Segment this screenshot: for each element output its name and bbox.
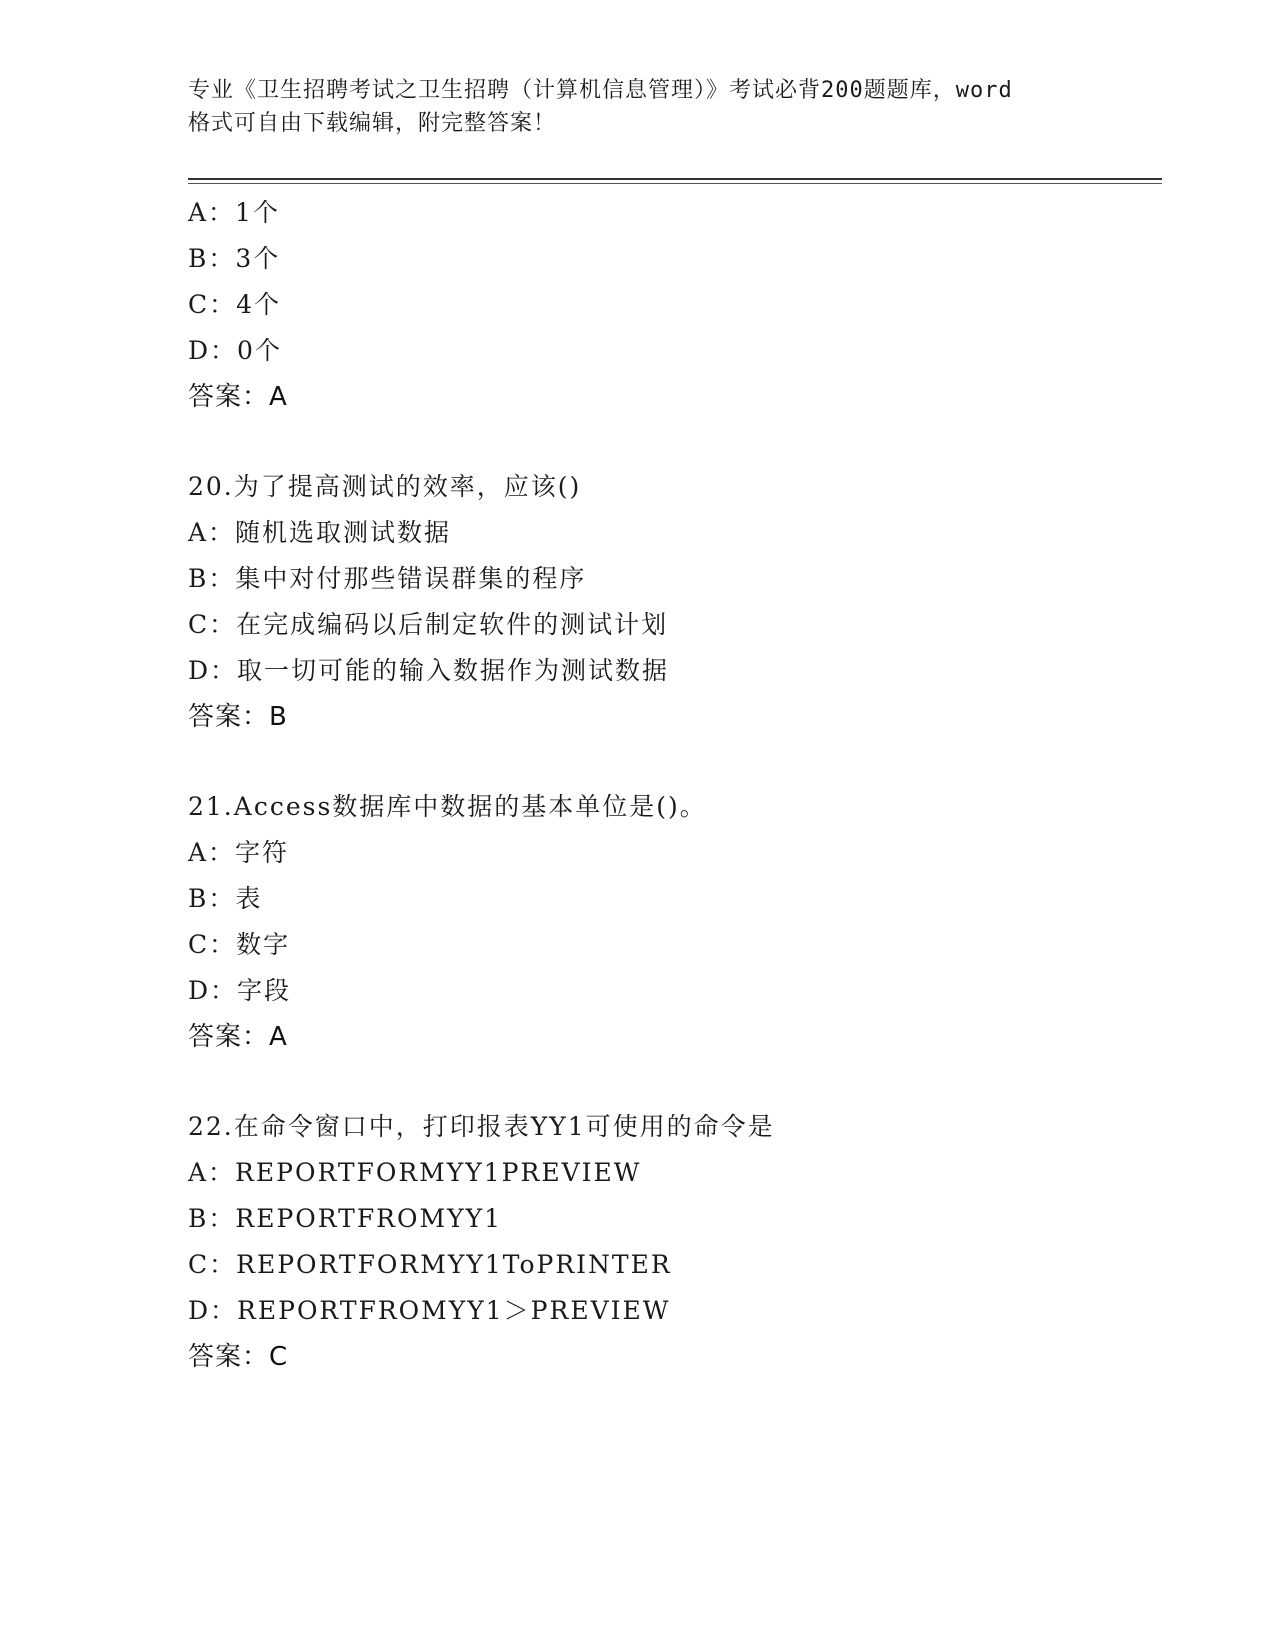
option-b: B：集中对付那些错误群集的程序 [188, 564, 587, 593]
question-22 [188, 1104, 1148, 1380]
question-20 [188, 464, 1148, 740]
option-b: B：REPORTFROMYY1 [188, 1204, 502, 1233]
document-header [188, 74, 1088, 140]
question-stem: 21.Access数据库中数据的基本单位是()。 [188, 792, 707, 821]
question-stem: 20.为了提高测试的效率，应该() [188, 472, 582, 501]
option-a: A：REPORTFORMYY1PREVIEW [188, 1158, 642, 1187]
answer-line: 答案：B [188, 702, 288, 732]
question-21 [188, 784, 1148, 1060]
answer-line: 答案：C [188, 1342, 289, 1372]
option-d: D：取一切可能的输入数据作为测试数据 [188, 656, 670, 685]
option-c: C：数字 [188, 930, 291, 959]
answer-line: 答案：A [188, 382, 288, 412]
option-a: A：1个 [188, 198, 280, 227]
option-c: C：4个 [188, 290, 282, 319]
option-c: C：REPORTFORMYY1ToPRINTER [188, 1250, 672, 1279]
spacer [188, 1060, 1148, 1104]
option-d: D：字段 [188, 976, 292, 1005]
spacer [188, 740, 1148, 784]
option-a: A：随机选取测试数据 [188, 518, 452, 547]
question-stem: 22.在命令窗口中，打印报表YY1可使用的命令是 [188, 1112, 775, 1141]
answer-line: 答案：A [188, 1022, 288, 1052]
option-c: C：在完成编码以后制定软件的测试计划 [188, 610, 669, 639]
option-d: D：REPORTFROMYY1＞PREVIEW [188, 1296, 671, 1325]
option-a: A：字符 [188, 838, 290, 867]
option-d: D：0个 [188, 336, 282, 365]
question-19-partial [188, 190, 1148, 420]
header-line-2: 格式可自由下载编辑，附完整答案！ [188, 111, 557, 136]
header-line-1: 专业《卫生招聘考试之卫生招聘（计算机信息管理）》考试必背200题题库，word [188, 78, 1013, 103]
spacer [188, 420, 1148, 464]
header-divider-thin [188, 183, 1162, 184]
question-list [188, 190, 1148, 1380]
option-b: B：3个 [188, 244, 281, 273]
header-divider [188, 178, 1162, 180]
option-b: B：表 [188, 884, 263, 913]
